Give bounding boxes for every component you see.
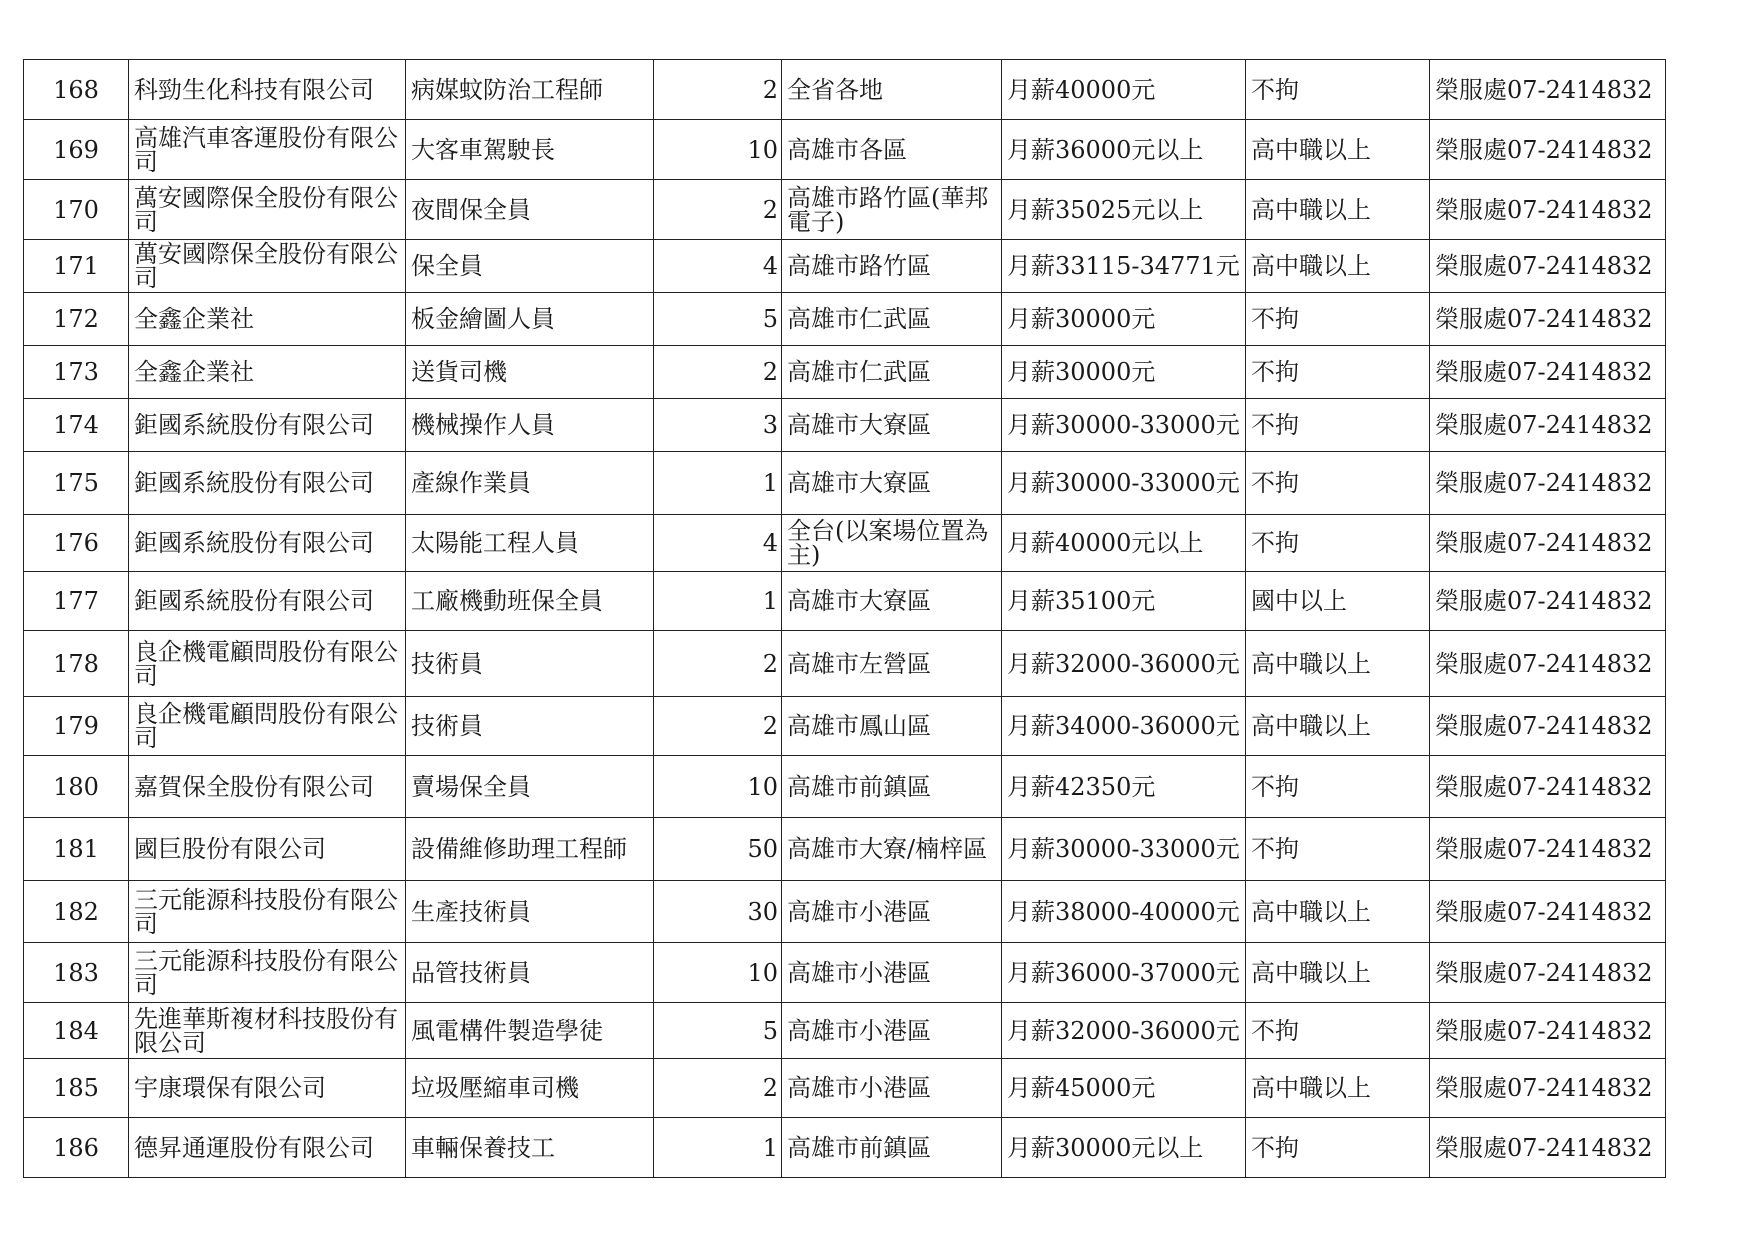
cell-contact: 榮服處07-2414832 xyxy=(1430,399,1666,452)
job-listing-table xyxy=(23,59,1666,1178)
cell-job-number: 186 xyxy=(24,1118,129,1178)
cell-contact: 榮服處07-2414832 xyxy=(1430,1003,1666,1059)
table-row xyxy=(24,572,1666,631)
cell-salary: 月薪30000元 xyxy=(1002,346,1246,399)
cell-openings-count: 2 xyxy=(654,1059,782,1118)
cell-education-requirement: 高中職以上 xyxy=(1246,240,1430,293)
cell-work-location: 高雄市路竹區(華邦電子) xyxy=(782,180,1002,240)
table-row xyxy=(24,1059,1666,1118)
cell-job-number: 173 xyxy=(24,346,129,399)
cell-job-title: 病媒蚊防治工程師 xyxy=(406,60,654,120)
cell-education-requirement: 不拘 xyxy=(1246,293,1430,346)
cell-contact: 榮服處07-2414832 xyxy=(1430,515,1666,572)
cell-work-location: 高雄市鳳山區 xyxy=(782,697,1002,756)
cell-contact: 榮服處07-2414832 xyxy=(1430,572,1666,631)
cell-salary: 月薪40000元 xyxy=(1002,60,1246,120)
cell-company-name: 國巨股份有限公司 xyxy=(129,818,406,881)
cell-job-title: 太陽能工程人員 xyxy=(406,515,654,572)
cell-salary: 月薪36000-37000元 xyxy=(1002,943,1246,1003)
cell-salary: 月薪35025元以上 xyxy=(1002,180,1246,240)
cell-salary: 月薪34000-36000元 xyxy=(1002,697,1246,756)
cell-company-name: 全鑫企業社 xyxy=(129,346,406,399)
cell-company-name: 萬安國際保全股份有限公司 xyxy=(129,180,406,240)
cell-work-location: 高雄市前鎮區 xyxy=(782,1118,1002,1178)
cell-job-number: 172 xyxy=(24,293,129,346)
cell-education-requirement: 不拘 xyxy=(1246,1118,1430,1178)
cell-contact: 榮服處07-2414832 xyxy=(1430,697,1666,756)
cell-job-number: 175 xyxy=(24,452,129,515)
table-row xyxy=(24,818,1666,881)
table-row xyxy=(24,697,1666,756)
cell-salary: 月薪30000-33000元 xyxy=(1002,818,1246,881)
cell-education-requirement: 高中職以上 xyxy=(1246,631,1430,697)
cell-openings-count: 4 xyxy=(654,515,782,572)
cell-job-title: 產線作業員 xyxy=(406,452,654,515)
cell-job-title: 設備維修助理工程師 xyxy=(406,818,654,881)
cell-education-requirement: 不拘 xyxy=(1246,60,1430,120)
cell-openings-count: 5 xyxy=(654,1003,782,1059)
cell-contact: 榮服處07-2414832 xyxy=(1430,631,1666,697)
cell-education-requirement: 高中職以上 xyxy=(1246,180,1430,240)
cell-openings-count: 1 xyxy=(654,452,782,515)
cell-job-title: 車輛保養技工 xyxy=(406,1118,654,1178)
cell-company-name: 鉅國系統股份有限公司 xyxy=(129,572,406,631)
cell-job-number: 185 xyxy=(24,1059,129,1118)
cell-work-location: 高雄市路竹區 xyxy=(782,240,1002,293)
cell-company-name: 鉅國系統股份有限公司 xyxy=(129,515,406,572)
cell-job-number: 170 xyxy=(24,180,129,240)
cell-contact: 榮服處07-2414832 xyxy=(1430,818,1666,881)
cell-education-requirement: 不拘 xyxy=(1246,515,1430,572)
cell-openings-count: 10 xyxy=(654,943,782,1003)
cell-job-number: 169 xyxy=(24,120,129,180)
cell-education-requirement: 不拘 xyxy=(1246,399,1430,452)
cell-job-number: 171 xyxy=(24,240,129,293)
cell-job-title: 大客車駕駛長 xyxy=(406,120,654,180)
cell-job-title: 品管技術員 xyxy=(406,943,654,1003)
cell-job-title: 保全員 xyxy=(406,240,654,293)
cell-education-requirement: 不拘 xyxy=(1246,756,1430,818)
cell-work-location: 高雄市仁武區 xyxy=(782,346,1002,399)
cell-job-title: 生產技術員 xyxy=(406,881,654,943)
cell-salary: 月薪33115-34771元 xyxy=(1002,240,1246,293)
cell-salary: 月薪30000元以上 xyxy=(1002,1118,1246,1178)
cell-job-title: 賣場保全員 xyxy=(406,756,654,818)
table-row xyxy=(24,756,1666,818)
cell-company-name: 三元能源科技股份有限公司 xyxy=(129,943,406,1003)
cell-company-name: 鉅國系統股份有限公司 xyxy=(129,452,406,515)
cell-openings-count: 10 xyxy=(654,756,782,818)
table-row xyxy=(24,120,1666,180)
cell-openings-count: 2 xyxy=(654,180,782,240)
cell-company-name: 鉅國系統股份有限公司 xyxy=(129,399,406,452)
cell-salary: 月薪32000-36000元 xyxy=(1002,631,1246,697)
cell-company-name: 全鑫企業社 xyxy=(129,293,406,346)
cell-education-requirement: 高中職以上 xyxy=(1246,943,1430,1003)
table-row xyxy=(24,240,1666,293)
cell-salary: 月薪32000-36000元 xyxy=(1002,1003,1246,1059)
cell-work-location: 高雄市大寮/楠梓區 xyxy=(782,818,1002,881)
table-row xyxy=(24,293,1666,346)
cell-job-number: 178 xyxy=(24,631,129,697)
table-row xyxy=(24,452,1666,515)
cell-contact: 榮服處07-2414832 xyxy=(1430,452,1666,515)
cell-job-title: 工廠機動班保全員 xyxy=(406,572,654,631)
cell-education-requirement: 高中職以上 xyxy=(1246,697,1430,756)
cell-contact: 榮服處07-2414832 xyxy=(1430,180,1666,240)
cell-work-location: 高雄市小港區 xyxy=(782,881,1002,943)
cell-contact: 榮服處07-2414832 xyxy=(1430,943,1666,1003)
cell-work-location: 全省各地 xyxy=(782,60,1002,120)
cell-openings-count: 3 xyxy=(654,399,782,452)
cell-job-number: 174 xyxy=(24,399,129,452)
cell-education-requirement: 高中職以上 xyxy=(1246,1059,1430,1118)
table-row xyxy=(24,515,1666,572)
cell-education-requirement: 不拘 xyxy=(1246,1003,1430,1059)
cell-contact: 榮服處07-2414832 xyxy=(1430,240,1666,293)
cell-contact: 榮服處07-2414832 xyxy=(1430,120,1666,180)
cell-openings-count: 50 xyxy=(654,818,782,881)
cell-contact: 榮服處07-2414832 xyxy=(1430,293,1666,346)
cell-openings-count: 2 xyxy=(654,631,782,697)
cell-openings-count: 2 xyxy=(654,346,782,399)
cell-job-number: 176 xyxy=(24,515,129,572)
cell-job-number: 168 xyxy=(24,60,129,120)
cell-work-location: 高雄市小港區 xyxy=(782,1003,1002,1059)
cell-openings-count: 10 xyxy=(654,120,782,180)
cell-contact: 榮服處07-2414832 xyxy=(1430,756,1666,818)
cell-work-location: 高雄市各區 xyxy=(782,120,1002,180)
cell-openings-count: 1 xyxy=(654,572,782,631)
cell-company-name: 科勁生化科技有限公司 xyxy=(129,60,406,120)
job-rows xyxy=(24,60,1666,1178)
cell-salary: 月薪40000元以上 xyxy=(1002,515,1246,572)
cell-job-number: 180 xyxy=(24,756,129,818)
cell-company-name: 高雄汽車客運股份有限公司 xyxy=(129,120,406,180)
cell-openings-count: 30 xyxy=(654,881,782,943)
cell-contact: 榮服處07-2414832 xyxy=(1430,881,1666,943)
cell-salary: 月薪42350元 xyxy=(1002,756,1246,818)
cell-job-title: 技術員 xyxy=(406,697,654,756)
table-row xyxy=(24,399,1666,452)
cell-contact: 榮服處07-2414832 xyxy=(1430,346,1666,399)
cell-salary: 月薪35100元 xyxy=(1002,572,1246,631)
cell-company-name: 萬安國際保全股份有限公司 xyxy=(129,240,406,293)
cell-job-number: 179 xyxy=(24,697,129,756)
cell-job-title: 風電構件製造學徒 xyxy=(406,1003,654,1059)
cell-company-name: 宇康環保有限公司 xyxy=(129,1059,406,1118)
cell-work-location: 高雄市大寮區 xyxy=(782,572,1002,631)
cell-salary: 月薪30000-33000元 xyxy=(1002,452,1246,515)
cell-job-number: 177 xyxy=(24,572,129,631)
cell-openings-count: 4 xyxy=(654,240,782,293)
cell-salary: 月薪45000元 xyxy=(1002,1059,1246,1118)
cell-openings-count: 5 xyxy=(654,293,782,346)
cell-openings-count: 2 xyxy=(654,697,782,756)
table-row xyxy=(24,881,1666,943)
table-row xyxy=(24,1003,1666,1059)
cell-education-requirement: 不拘 xyxy=(1246,818,1430,881)
cell-job-title: 送貨司機 xyxy=(406,346,654,399)
cell-job-title: 板金繪圖人員 xyxy=(406,293,654,346)
cell-salary: 月薪30000元 xyxy=(1002,293,1246,346)
cell-work-location: 高雄市左營區 xyxy=(782,631,1002,697)
cell-job-title: 垃圾壓縮車司機 xyxy=(406,1059,654,1118)
cell-education-requirement: 國中以上 xyxy=(1246,572,1430,631)
cell-education-requirement: 高中職以上 xyxy=(1246,120,1430,180)
cell-salary: 月薪38000-40000元 xyxy=(1002,881,1246,943)
cell-openings-count: 1 xyxy=(654,1118,782,1178)
cell-salary: 月薪30000-33000元 xyxy=(1002,399,1246,452)
cell-job-title: 技術員 xyxy=(406,631,654,697)
cell-job-number: 183 xyxy=(24,943,129,1003)
cell-work-location: 高雄市大寮區 xyxy=(782,452,1002,515)
cell-work-location: 高雄市小港區 xyxy=(782,943,1002,1003)
cell-work-location: 高雄市前鎮區 xyxy=(782,756,1002,818)
table-row xyxy=(24,631,1666,697)
table-row xyxy=(24,180,1666,240)
cell-job-title: 夜間保全員 xyxy=(406,180,654,240)
cell-job-number: 184 xyxy=(24,1003,129,1059)
cell-company-name: 德昇通運股份有限公司 xyxy=(129,1118,406,1178)
cell-job-number: 182 xyxy=(24,881,129,943)
cell-work-location: 高雄市大寮區 xyxy=(782,399,1002,452)
cell-company-name: 先進華斯複材科技股份有限公司 xyxy=(129,1003,406,1059)
cell-education-requirement: 不拘 xyxy=(1246,452,1430,515)
cell-company-name: 嘉賀保全股份有限公司 xyxy=(129,756,406,818)
cell-openings-count: 2 xyxy=(654,60,782,120)
cell-company-name: 三元能源科技股份有限公司 xyxy=(129,881,406,943)
table-row xyxy=(24,346,1666,399)
table-row xyxy=(24,943,1666,1003)
cell-job-title: 機械操作人員 xyxy=(406,399,654,452)
cell-company-name: 良企機電顧問股份有限公司 xyxy=(129,697,406,756)
cell-company-name: 良企機電顧問股份有限公司 xyxy=(129,631,406,697)
cell-work-location: 高雄市小港區 xyxy=(782,1059,1002,1118)
cell-work-location: 高雄市仁武區 xyxy=(782,293,1002,346)
cell-education-requirement: 不拘 xyxy=(1246,346,1430,399)
cell-contact: 榮服處07-2414832 xyxy=(1430,1059,1666,1118)
cell-contact: 榮服處07-2414832 xyxy=(1430,1118,1666,1178)
cell-contact: 榮服處07-2414832 xyxy=(1430,60,1666,120)
table-row xyxy=(24,1118,1666,1178)
cell-education-requirement: 高中職以上 xyxy=(1246,881,1430,943)
cell-work-location: 全台(以案場位置為主) xyxy=(782,515,1002,572)
cell-salary: 月薪36000元以上 xyxy=(1002,120,1246,180)
cell-job-number: 181 xyxy=(24,818,129,881)
table-row xyxy=(24,60,1666,120)
